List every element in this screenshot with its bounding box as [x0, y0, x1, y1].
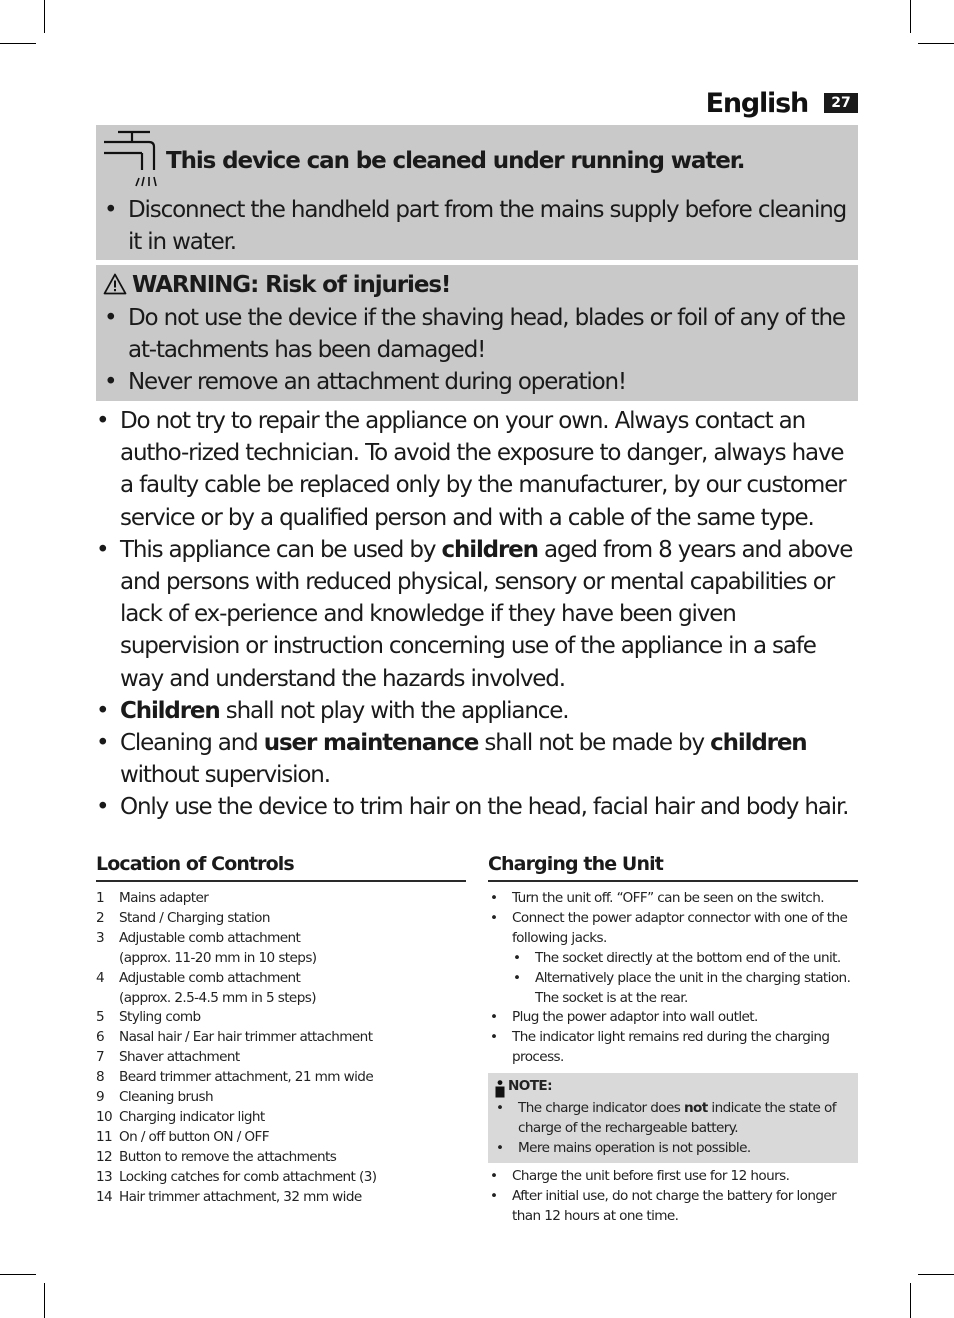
info-icon	[494, 1080, 506, 1098]
item-subtext: (approx. 11-20 mm in 10 steps)	[119, 949, 317, 966]
list-item: • Charge the unit before first use for 12 hours.	[488, 1167, 860, 1187]
list-item	[96, 727, 860, 791]
item-number: 1	[96, 890, 105, 906]
section-divider	[488, 880, 858, 882]
note-title: NOTE:	[508, 1078, 552, 1094]
list-item	[96, 1108, 466, 1128]
item-text: Shaver attachment	[119, 1049, 240, 1066]
item-text: Button to remove the attachments	[119, 1148, 337, 1165]
list-item	[96, 1028, 466, 1048]
list-item: • Disconnect the handheld part from the mains supply before cleaning it in water.	[104, 194, 849, 258]
running-water-list	[104, 194, 849, 258]
warning-notice	[96, 265, 858, 401]
bullet-text: shall not play with the appliance.	[219, 697, 569, 724]
list-item	[96, 1148, 466, 1168]
item-number: 11	[96, 1128, 113, 1145]
list-item	[96, 791, 860, 823]
item-text: Locking catches for comb attachment (3)	[119, 1168, 377, 1185]
item-number: 5	[96, 1009, 105, 1026]
page-number: 27	[824, 93, 858, 113]
list-item: • Never remove an attachment during operation!	[104, 366, 849, 398]
list-item	[96, 929, 466, 969]
item-text: Beard trimmer attachment, 21 mm wide	[119, 1069, 374, 1086]
list-item	[96, 1068, 466, 1088]
bold-text: children	[710, 730, 807, 757]
list-item: • Mere mains operation is not possible.	[494, 1139, 844, 1159]
charging-section-title: Charging the Unit	[488, 853, 663, 875]
controls-list	[96, 889, 466, 1208]
list-item	[494, 1099, 844, 1139]
section-divider	[96, 880, 466, 882]
item-text: Styling comb	[119, 1009, 201, 1026]
bullet-text: Only use the device to trim hair on the head, facial hair and body hair.	[120, 794, 849, 821]
list-item	[488, 909, 860, 1009]
list-item: • After initial use, do not charge the battery for longer than 12 hours at one time.	[488, 1187, 860, 1227]
item-subtext: (approx. 2.5-4.5 mm in 5 steps)	[119, 989, 316, 1006]
bullet-text: Cleaning and	[120, 730, 264, 757]
bold-text: user maintenance	[263, 730, 479, 757]
crop-mark	[44, 1283, 45, 1318]
charging-sub-list	[512, 949, 860, 1009]
item-text: Connect the power adaptor connector with one of the following jacks.	[512, 909, 848, 946]
item-number: 14	[96, 1188, 113, 1205]
running-water-tap-icon	[102, 130, 158, 188]
list-item	[96, 1048, 466, 1068]
item-number: 6	[96, 1029, 105, 1046]
bullet-text: shall not be made by	[478, 730, 711, 757]
crop-mark	[918, 43, 954, 44]
list-item	[96, 1088, 466, 1108]
item-number: 2	[96, 909, 105, 926]
list-item	[96, 909, 466, 929]
safety-instructions-list	[96, 405, 860, 824]
note-list	[494, 1099, 844, 1159]
list-item	[96, 1188, 466, 1208]
item-text: On / off button ON / OFF	[119, 1128, 269, 1145]
language-label: English	[705, 87, 808, 119]
item-number: 9	[96, 1089, 105, 1106]
bold-text: children	[441, 536, 538, 563]
item-text: Hair trimmer attachment, 32 mm wide	[119, 1188, 362, 1205]
item-text: Nasal hair / Ear hair trimmer attachment	[119, 1029, 373, 1046]
bullet-text: without supervision.	[120, 762, 330, 789]
list-item: • Alternatively place the unit in the charging station. The socket is at the rear.	[512, 969, 860, 1009]
list-item: • Turn the unit off. “OFF” can be seen on the switch.	[488, 889, 860, 909]
item-number: 13	[96, 1168, 113, 1185]
page-header	[706, 86, 858, 120]
list-item	[96, 1168, 466, 1188]
list-item: • The indicator light remains red during the charging process.	[488, 1028, 860, 1068]
item-text: Charging indicator light	[119, 1108, 265, 1125]
controls-section-title: Location of Controls	[96, 853, 294, 875]
list-item	[96, 1128, 466, 1148]
list-item	[96, 1008, 466, 1028]
crop-mark	[910, 0, 911, 33]
item-text: Adjustable comb attachment	[119, 969, 301, 986]
item-text: Mains adapter	[119, 890, 209, 906]
list-item: • Plug the power adaptor into wall outlet.	[488, 1008, 860, 1028]
running-water-heading: This device can be cleaned under running water.	[166, 148, 745, 174]
item-number: 10	[96, 1108, 113, 1125]
list-item	[96, 534, 860, 695]
crop-mark	[0, 1274, 36, 1275]
list-item	[96, 969, 466, 1009]
running-water-notice	[96, 125, 858, 260]
item-number: 12	[96, 1148, 113, 1165]
item-number: 7	[96, 1049, 105, 1066]
list-item: • Do not use the device if the shaving head, blades or foil of any of the at-tachments has been damaged!	[104, 302, 849, 366]
list-item	[96, 889, 466, 909]
list-item	[96, 405, 860, 534]
item-text: Stand / Charging station	[119, 909, 270, 926]
charging-final-list	[488, 1167, 860, 1227]
warning-triangle-icon	[103, 273, 127, 295]
charging-steps-list	[488, 889, 860, 1068]
item-text: indicate the state of charge of the rechargeable battery.	[518, 1100, 836, 1136]
crop-mark	[918, 1274, 954, 1275]
list-item	[96, 695, 860, 727]
item-text: Adjustable comb attachment	[119, 929, 301, 946]
crop-mark	[910, 1283, 911, 1318]
bullet-text: This appliance can be used by	[120, 536, 442, 563]
note-box	[488, 1073, 858, 1163]
item-number: 4	[96, 969, 105, 986]
bold-text: Children	[120, 697, 220, 724]
bullet-text: Do not try to repair the appliance on your own. Always contact an autho-rized technician. To avoid the exposure to danger, always have a faulty cable be replaced only by the manufacturer, by our customer service or by a qualified person and with a cable of the same type.	[120, 408, 846, 531]
item-text: The charge indicator does	[518, 1100, 684, 1116]
list-item: • The socket directly at the bottom end of the unit.	[512, 949, 860, 969]
bullet-text: aged from 8 years and above and persons with reduced physical, sensory or mental capabilities or lack of ex-perience and knowledge if they have been given supervision or instruction concerning use of the appliance in a safe way and understand the hazards involved.	[120, 536, 853, 692]
item-text: Cleaning brush	[119, 1089, 214, 1106]
bold-text: not	[683, 1100, 708, 1116]
crop-mark	[44, 0, 45, 33]
warning-list	[104, 302, 849, 398]
item-number: 3	[96, 929, 105, 946]
warning-heading: WARNING: Risk of injuries!	[132, 272, 451, 298]
item-number: 8	[96, 1069, 105, 1086]
crop-mark	[0, 43, 36, 44]
